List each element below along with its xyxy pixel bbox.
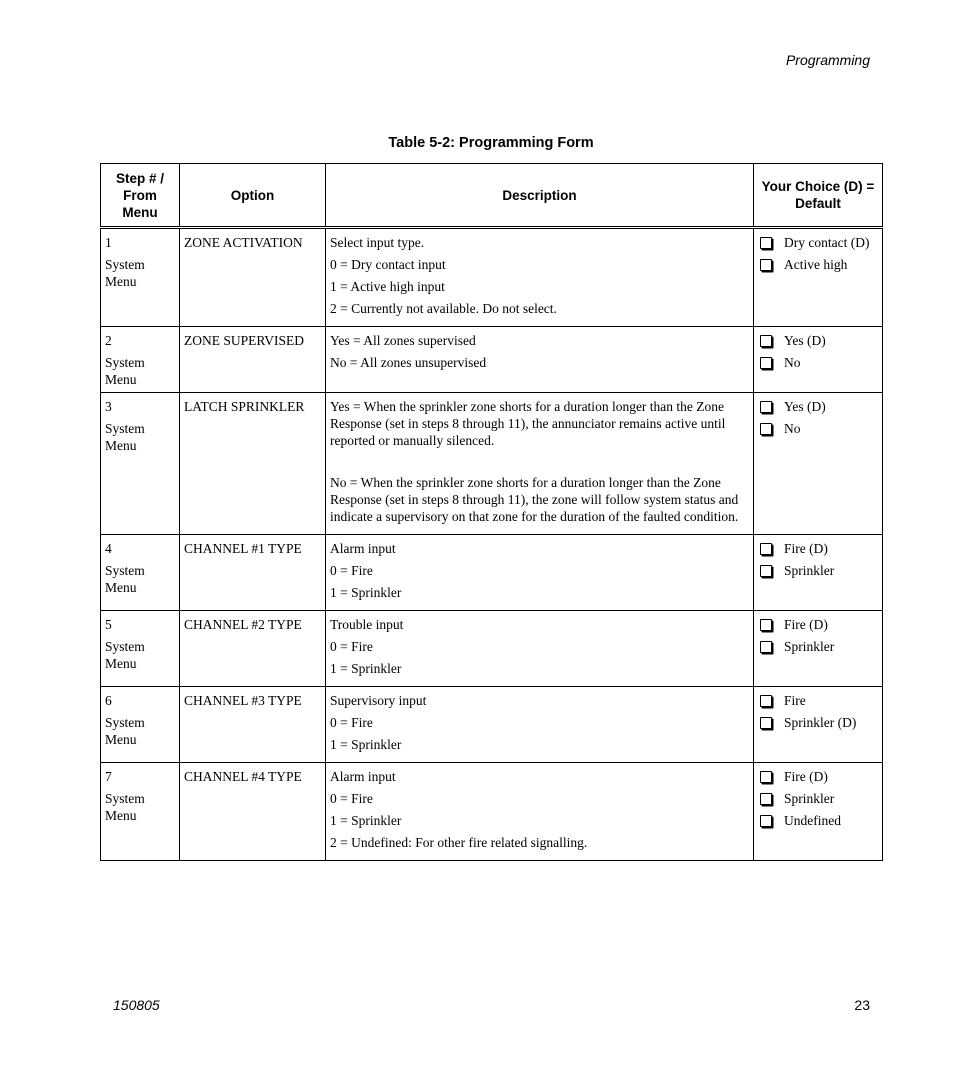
choice-option[interactable] — [758, 420, 878, 437]
description-cell — [326, 535, 754, 611]
description-cell — [326, 327, 754, 393]
option-cell: CHANNEL #4 TYPE — [180, 763, 326, 861]
description-cell — [326, 763, 754, 861]
choice-option[interactable] — [758, 768, 878, 785]
step-number: 5 — [105, 617, 112, 632]
choice-option[interactable] — [758, 790, 878, 807]
choice-option[interactable] — [758, 638, 878, 655]
description-cell — [326, 228, 754, 327]
programming-form-table — [100, 163, 883, 861]
step-cell — [101, 535, 180, 611]
option-cell: ZONE ACTIVATION — [180, 228, 326, 327]
description-line: 0 = Fire — [330, 563, 373, 578]
table-header-row — [101, 164, 883, 228]
description-line: Trouble input — [330, 617, 404, 632]
description-line: 0 = Fire — [330, 791, 373, 806]
option-cell: LATCH SPRINKLER — [180, 393, 326, 535]
step-from-menu: System Menu — [105, 639, 145, 671]
description-line: 2 = Undefined: For other fire related signalling. — [330, 835, 588, 850]
description-line: Alarm input — [330, 541, 396, 556]
choice-option[interactable] — [758, 398, 878, 415]
running-head: Programming — [785, 52, 870, 68]
choice-label: Fire (D) — [784, 769, 828, 784]
step-cell — [101, 763, 180, 861]
choice-label: No — [784, 421, 801, 436]
step-cell — [101, 228, 180, 327]
step-number: 3 — [105, 399, 112, 414]
checkbox-icon[interactable] — [760, 543, 772, 555]
choice-label: Sprinkler (D) — [784, 715, 857, 730]
choice-cell — [754, 687, 883, 763]
description-line: 1 = Sprinkler — [330, 585, 402, 600]
choice-cell — [754, 611, 883, 687]
checkbox-icon[interactable] — [760, 565, 772, 577]
choice-label: Yes (D) — [784, 399, 826, 414]
table-row — [101, 393, 883, 535]
description-line: Alarm input — [330, 769, 396, 784]
description-line: Select input type. — [330, 235, 425, 250]
choice-label: Yes (D) — [784, 333, 826, 348]
choice-option[interactable] — [758, 332, 878, 349]
footer-doc-number: 150805 — [113, 997, 160, 1013]
description-line: Yes = When the sprinkler zone shorts for a duration longer than the Zone Response (set in steps 8 through 11), the annunciator remains active until reported or manually silenced. — [330, 399, 726, 448]
choice-label: Sprinkler — [784, 791, 835, 806]
table-row — [101, 763, 883, 861]
step-number: 4 — [105, 541, 112, 556]
checkbox-icon[interactable] — [760, 357, 772, 369]
description-line: 0 = Fire — [330, 715, 373, 730]
choice-label: Sprinkler — [784, 563, 835, 578]
choice-option[interactable] — [758, 256, 878, 273]
step-cell — [101, 687, 180, 763]
step-cell — [101, 611, 180, 687]
table-row — [101, 228, 883, 327]
description-line: 0 = Fire — [330, 639, 373, 654]
description-line: 1 = Sprinkler — [330, 661, 402, 676]
description-cell — [326, 611, 754, 687]
step-cell — [101, 327, 180, 393]
choice-cell — [754, 535, 883, 611]
choice-option[interactable] — [758, 692, 878, 709]
step-from-menu: System Menu — [105, 355, 145, 387]
choice-option[interactable] — [758, 616, 878, 633]
option-cell: CHANNEL #3 TYPE — [180, 687, 326, 763]
description-cell — [326, 687, 754, 763]
table-row — [101, 327, 883, 393]
choice-label: Fire (D) — [784, 541, 828, 556]
checkbox-icon[interactable] — [760, 793, 772, 805]
step-from-menu: System Menu — [105, 257, 145, 289]
choice-label: Sprinkler — [784, 639, 835, 654]
checkbox-icon[interactable] — [760, 641, 772, 653]
description-line: No = All zones unsupervised — [330, 355, 487, 370]
checkbox-icon[interactable] — [760, 619, 772, 631]
choice-cell — [754, 327, 883, 393]
checkbox-icon[interactable] — [760, 423, 772, 435]
step-from-menu: System Menu — [105, 421, 145, 453]
choice-option[interactable] — [758, 562, 878, 579]
column-header-description: Description — [326, 164, 754, 228]
description-line: Supervisory input — [330, 693, 427, 708]
option-cell: CHANNEL #1 TYPE — [180, 535, 326, 611]
table-row — [101, 611, 883, 687]
checkbox-icon[interactable] — [760, 259, 772, 271]
step-from-menu: System Menu — [105, 791, 145, 823]
step-number: 2 — [105, 333, 112, 348]
table-title: Table 5-2: Programming Form — [388, 135, 594, 151]
description-cell — [326, 393, 754, 535]
step-number: 6 — [105, 693, 112, 708]
checkbox-icon[interactable] — [760, 335, 772, 347]
step-number: 1 — [105, 235, 112, 250]
choice-option[interactable] — [758, 234, 878, 251]
choice-label: No — [784, 355, 801, 370]
checkbox-icon[interactable] — [760, 717, 772, 729]
description-line: No = When the sprinkler zone shorts for a duration longer than the Zone Response (set in steps 8 through 11), the zone will follow system status and indicate a supervisory on that zone for the duration of the faulted condition. — [330, 475, 739, 524]
choice-label: Active high — [784, 257, 848, 272]
description-line: 1 = Active high input — [330, 279, 445, 294]
description-line: 0 = Dry contact input — [330, 257, 446, 272]
choice-cell — [754, 393, 883, 535]
choice-label: Undefined — [784, 813, 841, 828]
description-line: 2 = Currently not available. Do not select. — [330, 301, 557, 316]
table-row — [101, 535, 883, 611]
option-cell: ZONE SUPERVISED — [180, 327, 326, 393]
step-from-menu: System Menu — [105, 715, 145, 747]
choice-label: Fire (D) — [784, 617, 828, 632]
checkbox-icon[interactable] — [760, 237, 772, 249]
choice-cell — [754, 763, 883, 861]
choice-label: Fire — [784, 693, 806, 708]
choice-option[interactable] — [758, 540, 878, 557]
column-header-option: Option — [180, 164, 326, 228]
step-cell — [101, 393, 180, 535]
choice-option[interactable] — [758, 354, 878, 371]
footer-page-number: 23 — [854, 997, 870, 1013]
option-cell: CHANNEL #2 TYPE — [180, 611, 326, 687]
table-row — [101, 687, 883, 763]
checkbox-icon[interactable] — [760, 771, 772, 783]
column-header-choice: Your Choice (D) = Default — [754, 164, 883, 228]
checkbox-icon[interactable] — [760, 401, 772, 413]
choice-option[interactable] — [758, 812, 878, 829]
description-line: Yes = All zones supervised — [330, 333, 476, 348]
step-from-menu: System Menu — [105, 563, 145, 595]
checkbox-icon[interactable] — [760, 815, 772, 827]
step-number: 7 — [105, 769, 112, 784]
column-header-step: Step # / From Menu — [101, 164, 180, 228]
description-line: 1 = Sprinkler — [330, 737, 402, 752]
description-line: 1 = Sprinkler — [330, 813, 402, 828]
checkbox-icon[interactable] — [760, 695, 772, 707]
choice-label: Dry contact (D) — [784, 235, 870, 250]
choice-option[interactable] — [758, 714, 878, 731]
choice-cell — [754, 228, 883, 327]
